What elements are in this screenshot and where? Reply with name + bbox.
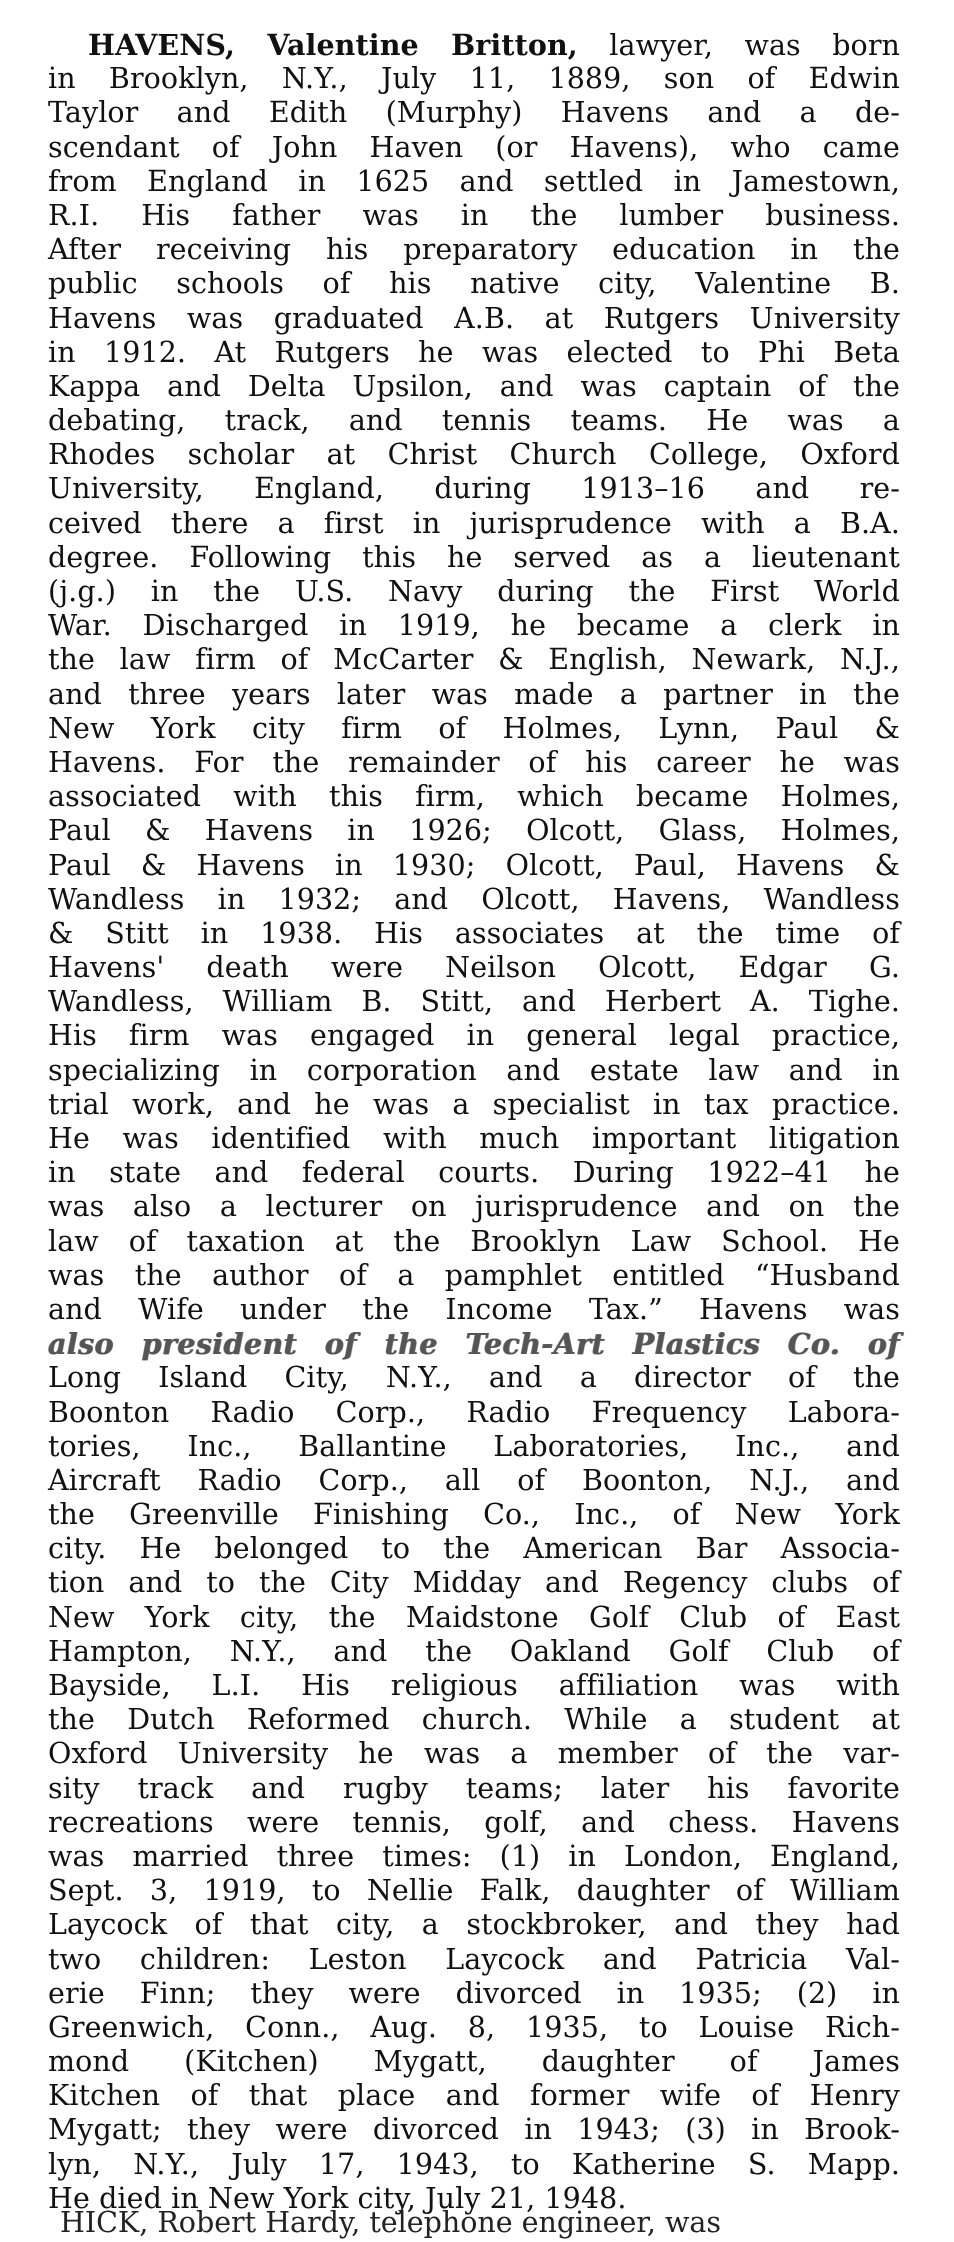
entry-line: Wandless in 1932; and Olcott, Havens, Wandless (48, 882, 900, 916)
entry-line: Paul & Havens in 1926; Olcott, Glass, Holmes, (48, 814, 900, 848)
entry-line: recreations were tennis, golf, and chess. Havens (48, 1805, 900, 1839)
entry-line: Havens. For the remainder of his career he was (48, 745, 900, 779)
entry-line: (j.g.) in the U.S. Navy during the First World (48, 575, 900, 608)
entry-line: tories, Inc., Ballantine Laboratories, Inc., and (48, 1429, 900, 1463)
entry-line: lawyer, was born (609, 29, 900, 62)
entry-line: He died in New York city, July 21, 1948. (48, 2181, 627, 2215)
entry-line: also president of the Tech-Art Plastics Co. of (48, 1327, 900, 1362)
entry-line: and three years later was made a partner in the (48, 677, 900, 711)
entry-line: and Wife under the Income Tax.” Havens was (48, 1292, 900, 1326)
entry-line: two children: Leston Laycock and Patricia Val- (48, 1942, 900, 1976)
entry-line: University, England, during 1913–16 and re- (48, 472, 900, 506)
cut-line-text: HICK, Robert Hardy, telephone engineer, was (60, 2206, 721, 2239)
entry-line: Bayside, L.I. His religious affiliation was with (48, 1669, 900, 1702)
entry-line: Aircraft Radio Corp., all of Boonton, N.J., and (48, 1463, 900, 1497)
entry-line: law of taxation at the Brooklyn Law School. He (48, 1224, 900, 1258)
entry-line: Taylor and Edith (Murphy) Havens and a de- (48, 96, 900, 130)
entry-line: Rhodes scholar at Christ Church College, Oxford (48, 438, 900, 472)
entry-line: Greenwich, Conn., Aug. 8, 1935, to Louise Rich- (48, 2010, 900, 2044)
entry-line: Long Island City, N.Y., and a director of the (48, 1361, 900, 1395)
entry-line: Kitchen of that place and former wife of Henry (48, 2079, 900, 2113)
entry-line: degree. Following this he served as a lieutenant (48, 540, 900, 574)
entry-line: in Brooklyn, N.Y., July 11, 1889, son of Edwin (48, 62, 900, 96)
entry-line: the Greenville Finishing Co., Inc., of New York (48, 1498, 900, 1532)
entry-line: tion and to the City Midday and Regency clubs of (48, 1566, 900, 1600)
entry-line: in 1912. At Rutgers he was elected to Phi Beta (48, 335, 900, 369)
next-entry-cut-line (60, 2206, 880, 2242)
entry-line: New York city firm of Holmes, Lynn, Paul & (48, 711, 900, 745)
entry-line: He was identified with much important litigation (48, 1122, 900, 1155)
biography-entry (48, 28, 900, 2216)
entry-line: His firm was engaged in general legal practice, (48, 1019, 900, 1053)
entry-line: debating, track, and tennis teams. He was a (48, 404, 900, 438)
entry-line: New York city, the Maidstone Golf Club of East (48, 1600, 900, 1634)
entry-line: public schools of his native city, Valentine B. (48, 267, 900, 301)
entry-line: scendant of John Haven (or Havens), who came (48, 130, 900, 164)
entry-line: mond (Kitchen) Mygatt, daughter of James (48, 2045, 900, 2079)
entry-first-line (48, 28, 900, 62)
entry-line: Laycock of that city, a stockbroker, and they had (48, 1908, 900, 1942)
entry-headword: HAVENS, Valentine Britton, (88, 28, 578, 62)
entry-line: Oxford University he was a member of the var- (48, 1737, 900, 1771)
entry-line: Sept. 3, 1919, to Nellie Falk, daughter of William (48, 1874, 900, 1908)
entry-line: from England in 1625 and settled in Jamestown, (48, 164, 900, 198)
entry-line: Kappa and Delta Upsilon, and was captain of the (48, 369, 900, 403)
entry-line: erie Finn; they were divorced in 1935; (2) in (48, 1976, 900, 2010)
entry-line: sity track and rugby teams; later his favorite (48, 1771, 900, 1805)
entry-line: the law firm of McCarter & English, Newark, N.J., (48, 643, 900, 677)
entry-line: R.I. His father was in the lumber business. (48, 198, 900, 232)
entry-line: Hampton, N.Y., and the Oakland Golf Club of (48, 1634, 900, 1668)
entry-line: ceived there a first in jurisprudence with a B.A. (48, 506, 900, 540)
entry-line: in state and federal courts. During 1922–41 he (48, 1156, 900, 1190)
entry-line: Paul & Havens in 1930; Olcott, Paul, Havens & (48, 848, 900, 882)
entry-line: was also a lecturer on jurisprudence and on the (48, 1190, 900, 1224)
entry-line: was married three times: (1) in London, England, (48, 1839, 900, 1873)
entry-line: Boonton Radio Corp., Radio Frequency Labora- (48, 1395, 900, 1429)
entry-line: trial work, and he was a specialist in tax practice. (48, 1087, 900, 1121)
entry-line: Wandless, William B. Stitt, and Herbert A. Tighe. (48, 985, 900, 1019)
entry-line: Havens' death were Neilson Olcott, Edgar G. (48, 951, 900, 985)
entry-line: & Stitt in 1938. His associates at the time of (48, 916, 900, 950)
entry-line: city. He belonged to the American Bar Associa- (48, 1532, 900, 1566)
entry-line: Mygatt; they were divorced in 1943; (3) in Brook- (48, 2113, 900, 2147)
entry-line: the Dutch Reformed church. While a student at (48, 1703, 900, 1737)
entry-line: After receiving his preparatory education in the (48, 233, 900, 267)
entry-line: associated with this firm, which became Holmes, (48, 780, 900, 814)
entry-line: Havens was graduated A.B. at Rutgers University (48, 301, 900, 335)
entry-line: lyn, N.Y., July 17, 1943, to Katherine S. Mapp. (48, 2147, 900, 2181)
entry-line: War. Discharged in 1919, he became a clerk in (48, 609, 900, 643)
entry-line: specializing in corporation and estate law and in (48, 1053, 900, 1087)
entry-line: was the author of a pamphlet entitled “Husband (48, 1258, 900, 1292)
